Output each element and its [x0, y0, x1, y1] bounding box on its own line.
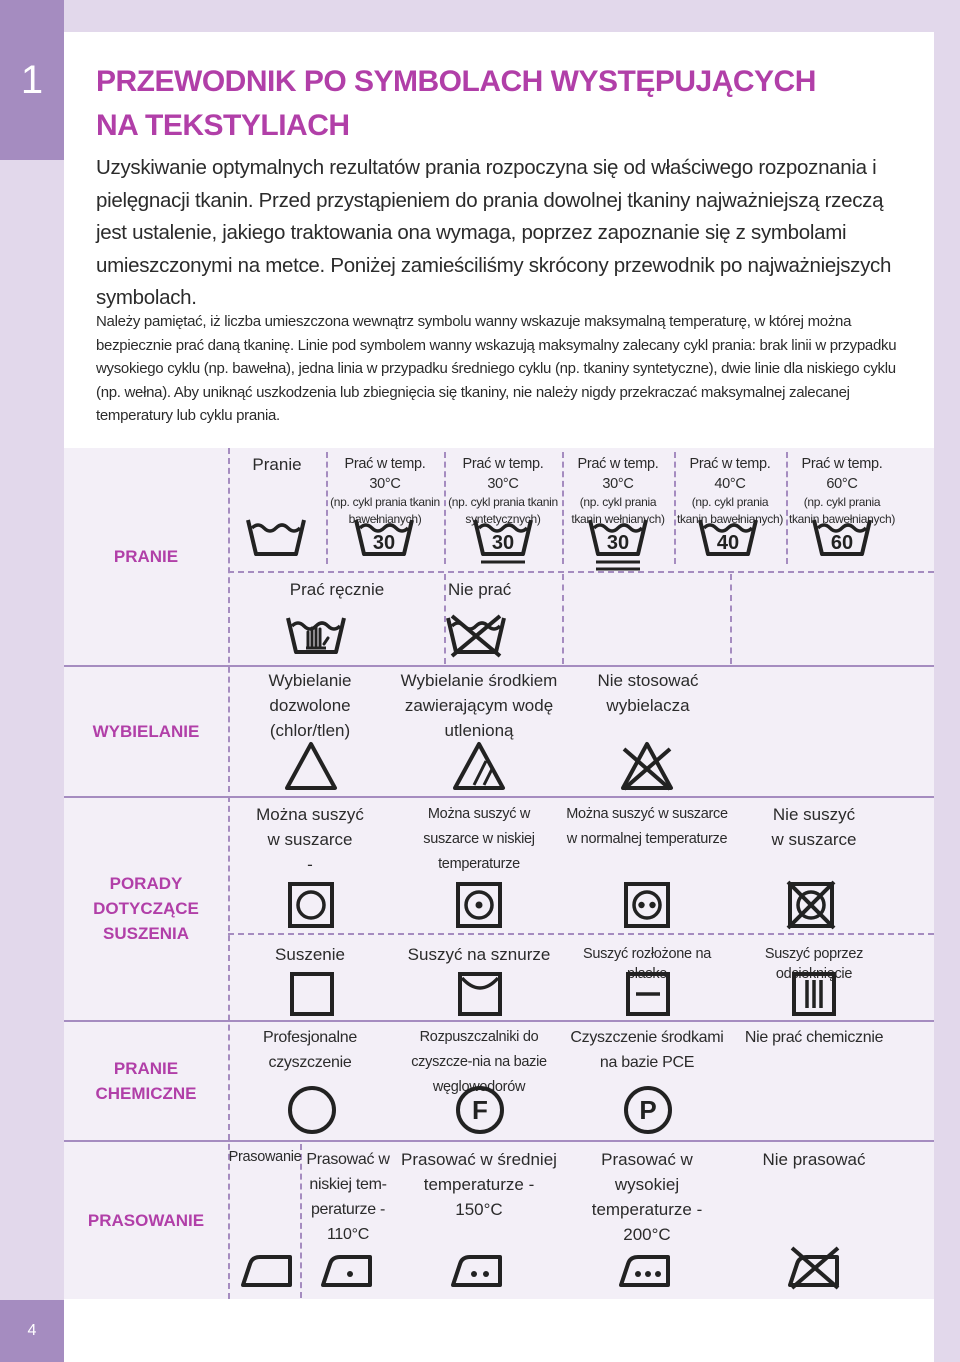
hand-wash-label: Prać ręcznie — [289, 580, 385, 599]
iron-high-label: Prasować w wysokiej temperaturze - 200°C — [591, 1150, 703, 1244]
wash60-cotton-title: Prać w temp. 60°C — [801, 456, 883, 492]
wash40-cotton-note: (np. cykl prania tkanin bawełnianych) — [676, 495, 784, 526]
wash-temp-30: 30 — [372, 532, 396, 554]
divider — [228, 933, 934, 935]
bleach-oxygen-cell — [394, 668, 564, 743]
wash30-wool-note: (np. cykl prania tkanin wełnianych) — [571, 495, 665, 526]
dry-clean-circle-icon — [287, 1085, 337, 1135]
divider — [730, 574, 732, 664]
intro-paragraph: Uzyskiwanie optymalnych rezultatów prania rozpoczyna się od właściwego rozpoznania i pielęgnacji tkanin. Przed przystąpieniem do prania dowolnej tkaniny najważniejszą rzeczą jest ustalenie, jakiego traktowania ona wymaga, poprzez zapoznanie się z symbolami umieszczonymi na metce. Poniżej zamieściliśmy skrócony przewodnik po najważniejszych symbolach. — [96, 156, 892, 309]
bleach-allowed-label: Wybielanie dozwolone (chlor/tlen) — [268, 671, 352, 740]
wash-60-icon — [812, 514, 872, 558]
iron-icon — [240, 1252, 294, 1288]
divider — [228, 448, 230, 1299]
side-strip — [0, 0, 64, 1362]
wash30-synthetic-note: (np. cykl prania tkanin syntetycznych) — [448, 495, 558, 526]
wash-temp-40: 40 — [716, 532, 740, 554]
chapter-number: 1 — [0, 0, 64, 160]
tumble-low-label: Można suszyć w suszarce w niskiej temperaturze — [423, 806, 535, 872]
iron-low-label: Prasować w niskiej tem-peraturze - 110°C — [306, 1151, 390, 1243]
iron-medium-icon — [450, 1252, 504, 1288]
bleach-allowed-cell — [232, 668, 388, 743]
no-iron-icon — [786, 1244, 842, 1290]
wash40-cotton-title: Prać w temp. 40°C — [689, 456, 771, 492]
bleach-oxygen-label: Wybielanie środkiem zawierającym wodę utlenioną — [400, 671, 558, 740]
iron-medium-cell — [396, 1147, 562, 1222]
letter-p: P — [639, 1095, 657, 1125]
no-iron-label: Nie prasować — [762, 1150, 866, 1169]
section-label-suszenie: PORADY DOTYCZĄCE SUSZENIA — [93, 874, 199, 943]
wash-30-wool-icon — [588, 514, 648, 572]
line-dry-label: Suszyć na sznurze — [407, 945, 551, 964]
wash-tub-icon — [246, 514, 306, 558]
tumble-dry-dash: - — [307, 855, 313, 874]
tumble-low-icon — [456, 882, 502, 928]
iron-high-icon — [618, 1252, 672, 1288]
wash-temp-30: 30 — [606, 532, 630, 554]
section-label-wybielanie: WYBIELANIE — [92, 721, 200, 741]
iron-low-cell — [304, 1147, 392, 1247]
section-label-pranie: PRANIE — [113, 546, 179, 566]
do-not-wash-icon — [446, 612, 506, 658]
wash30-cotton-note: (np. cykl prania tkanin bawełnianych) — [330, 495, 440, 526]
iron-medium-label: Prasować w średniej temperaturze - 150°C — [401, 1150, 557, 1219]
dry-clean-p-icon — [623, 1085, 673, 1135]
wash-40-icon — [698, 514, 758, 558]
drip-dry-icon — [792, 972, 836, 1016]
section-label-chemiczne: PRANIE CHEMICZNE — [95, 1059, 197, 1103]
tumble-normal-icon — [624, 882, 670, 928]
oxygen-bleach-icon — [452, 741, 506, 791]
divider — [562, 574, 564, 664]
no-tumble-icon — [786, 880, 836, 930]
wash-temp-60: 60 — [830, 532, 854, 554]
tumble-normal-label: Można suszyć w suszarce w normalnej temperaturze — [566, 806, 728, 847]
drip-dry-label: Suszyć poprzez odcieknięcie — [764, 946, 864, 982]
divider — [228, 571, 934, 573]
note-paragraph: Należy pamiętać, iż liczba umieszczona wewnątrz symbolu wanny wskazuje maksymalną temperaturę, w której można bezpiecznie prać daną tkaninę. Linie pod symbolem wanny wskazują maksymalny zalecany cykl prania: brak linii w przypadku wysokiego cyklu (np. bawełna), jedna linia w przypadku średniego cyklu (np. tkaniny syntetyczne), dwie linie dla niskiego cyklu (np. wełna). Aby uniknąć uszkodzenia lub zbiegnięcia się tkaniny, nie należy nigdy przekraczać maksymalnej zalecanej temperatury lub cyklu prania. — [96, 313, 897, 424]
tumble-dry-label: Można suszyć w suszarce — [256, 805, 364, 849]
hand-wash-cell — [232, 577, 442, 602]
drying-cell — [232, 942, 388, 967]
divider — [300, 1144, 302, 1298]
letter-f: F — [472, 1095, 488, 1125]
line-dry-cell — [394, 942, 564, 967]
section-label-prasowanie: PRASOWANIE — [87, 1210, 205, 1230]
wash-30-synthetic-icon — [473, 514, 533, 566]
dry-clean-f-icon — [455, 1085, 505, 1135]
wash30-wool-title: Prać w temp. 30°C — [577, 456, 659, 492]
no-dry-clean-cell — [732, 1025, 896, 1050]
no-tumble-cell — [736, 802, 892, 852]
tumble-low-cell — [394, 802, 564, 877]
wash-label: Pranie — [252, 455, 302, 474]
hydrocarbon-label: Rozpuszczalniki do czyszcze-nia na bazie węglowodorów — [411, 1029, 547, 1095]
hand-wash-icon — [286, 612, 346, 656]
wash60-cotton-note: (np. cykl prania tkanin bawełnianych) — [788, 495, 896, 526]
wash-temp-30: 30 — [491, 532, 515, 554]
ironing-label: Prasowanie — [228, 1149, 302, 1165]
wash30-cotton-title: Prać w temp. 30°C — [344, 456, 426, 492]
no-bleach-label: Nie stosować wybielacza — [597, 671, 699, 715]
pce-cell — [564, 1025, 730, 1075]
drying-label: Suszenie — [275, 945, 345, 964]
wash30-synthetic-title: Prać w temp. 30°C — [462, 456, 544, 492]
tumble-normal-cell — [564, 802, 730, 852]
page-title: PRZEWODNIK PO SYMBOLACH WYSTĘPUJĄCYCH NA TEKSTYLIACH — [96, 65, 816, 142]
do-not-wash-cell — [446, 577, 560, 602]
pce-label: Czyszczenie środkami na bazie PCE — [570, 1029, 724, 1071]
do-not-wash-label: Nie prać — [448, 580, 512, 599]
wash-30-icon — [354, 514, 414, 558]
flat-dry-label: Suszyć rozłożone na płasko — [582, 946, 712, 982]
no-bleach-cell — [570, 668, 726, 718]
no-dry-clean-label: Nie prać chemicznie — [744, 1029, 884, 1046]
ironing-cell — [230, 1147, 300, 1167]
professional-cleaning-cell — [232, 1025, 388, 1075]
line-dry-icon — [458, 972, 502, 1016]
iron-low-icon — [320, 1252, 374, 1288]
no-tumble-label: Nie suszyć w suszarce — [771, 805, 857, 849]
no-iron-cell — [732, 1147, 896, 1172]
tumble-dry-cell — [232, 802, 388, 877]
bleach-triangle-icon — [284, 741, 338, 791]
iron-high-cell — [564, 1147, 730, 1247]
drying-square-icon — [290, 972, 334, 1016]
tumble-dry-icon — [288, 882, 334, 928]
wash-cell — [232, 452, 322, 477]
page-number: 4 — [0, 1300, 64, 1362]
top-band — [64, 0, 960, 32]
flat-dry-icon — [626, 972, 670, 1016]
professional-cleaning-label: Profesjonalne czyszczenie — [263, 1029, 357, 1071]
no-bleach-icon — [618, 741, 676, 791]
right-band — [934, 32, 960, 1362]
